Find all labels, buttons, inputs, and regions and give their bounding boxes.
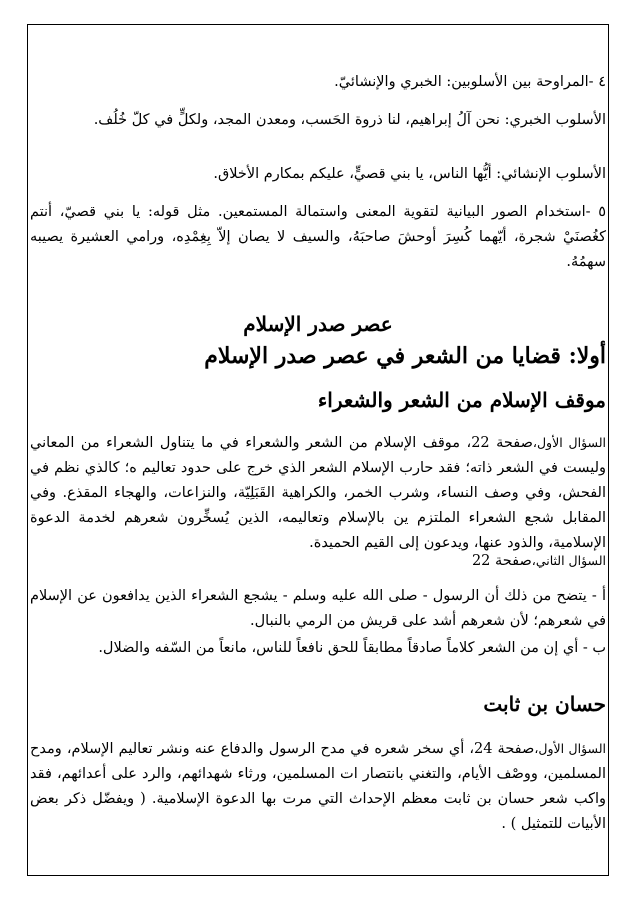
question-2-heading bbox=[30, 548, 606, 574]
answer-b: ب - أي إن من الشعر كلاماً صادقاً مطابقاً للحق نافعاً للناس، مانعاً من السّفه والضلال. bbox=[98, 640, 606, 656]
answer-text: صفحة 22، موقف الإسلام من الشعر والشعراء في ما يتناول الشعراء من المعاني وليست في الشعر ذاته؛ فقد حارب الإسلام الشعر الذي خرج على حدود تعاليم ه؛ كالذي نظم في الفحش، وفي وصف النساء، وشرب الخمر، والكراهية القَبَلِيّة، والنزاعات، والهجاء المقذع. وفي المقابل شجع الشعراء الملتزم ين بالإسلام وتعاليمه، الذين يُسخِّرون شعرهم لخدمة الدعوة الإسلامية، والذود عنها، ويدعون إلى القيم الحميدة. bbox=[30, 435, 606, 551]
question-3-answer bbox=[30, 736, 606, 837]
heading-first-issues: أولا: قضايا من الشعر في عصر صدر الإسلام bbox=[204, 343, 606, 369]
question-1-answer bbox=[30, 430, 606, 556]
section-title-era: عصر صدر الإسلام bbox=[243, 312, 393, 336]
item-5-text: ٥ -استخدام الصور البيانية لتقوية المعنى واستمالة المستمعين. مثل قوله: يا بني قصيّ، أنتم كغُصنَيْ شجرة، أيّهما كُسِرَ أوحشَ صاحبَهُ، والسيف لا يصان إلاّ بِغِمْدِه، ورامي العشيرة يصيبه سهمُهُ. bbox=[30, 204, 606, 270]
page-reference: صفحة 22 bbox=[471, 553, 532, 569]
question-label: السؤال الثاني، bbox=[531, 553, 606, 568]
item-4-text: ٤ -المراوحة بين الأسلوبين: الخبري والإنشائيّ. bbox=[334, 74, 606, 90]
answer-a: أ - يتضح من ذلك أن الرسول - صلى الله عليه وسلم - يشجع الشعراء الذين يدافعون عن الإسلام في شعرهم؛ لأن شعرهم أشد على قريش من الرمي بالنبال. bbox=[30, 588, 606, 629]
inshai-example: الأسلوب الإنشائي: أيُّها الناس، يا بني قصيٍّ، عليكم بمكارم الأخلاق. bbox=[213, 166, 606, 182]
heading-islam-stance: موقف الإسلام من الشعر والشعراء bbox=[317, 388, 606, 412]
heading-hassan: حسان بن ثابت bbox=[483, 692, 606, 716]
question-label: السؤال الأول، bbox=[534, 741, 606, 756]
question-label: السؤال الأول، bbox=[532, 435, 606, 450]
khabari-example: الأسلوب الخبري: نحن آلُ إبراهيم، لنا ذروة الحَسب، ومعدن المجد، ولكلٍّ في كلّ خُلُف. bbox=[93, 112, 606, 128]
answer-text: صفحة 24، أي سخر شعره في مدح الرسول والدفاع عنه ونشر تعاليم الإسلام، ومدح المسلمين، ووصْف الأيام، والتغني بانتصار ات المسلمين، ورثاء شهدائهم، والرد على أعدائهم، فقد واكب شعر حسان بن ثابت معظم الإحداث التي مرت بها الدعوة الإسلامية. ( ويفضّل ذكر بعض الأبيات للتمثيل ) . bbox=[30, 741, 606, 832]
